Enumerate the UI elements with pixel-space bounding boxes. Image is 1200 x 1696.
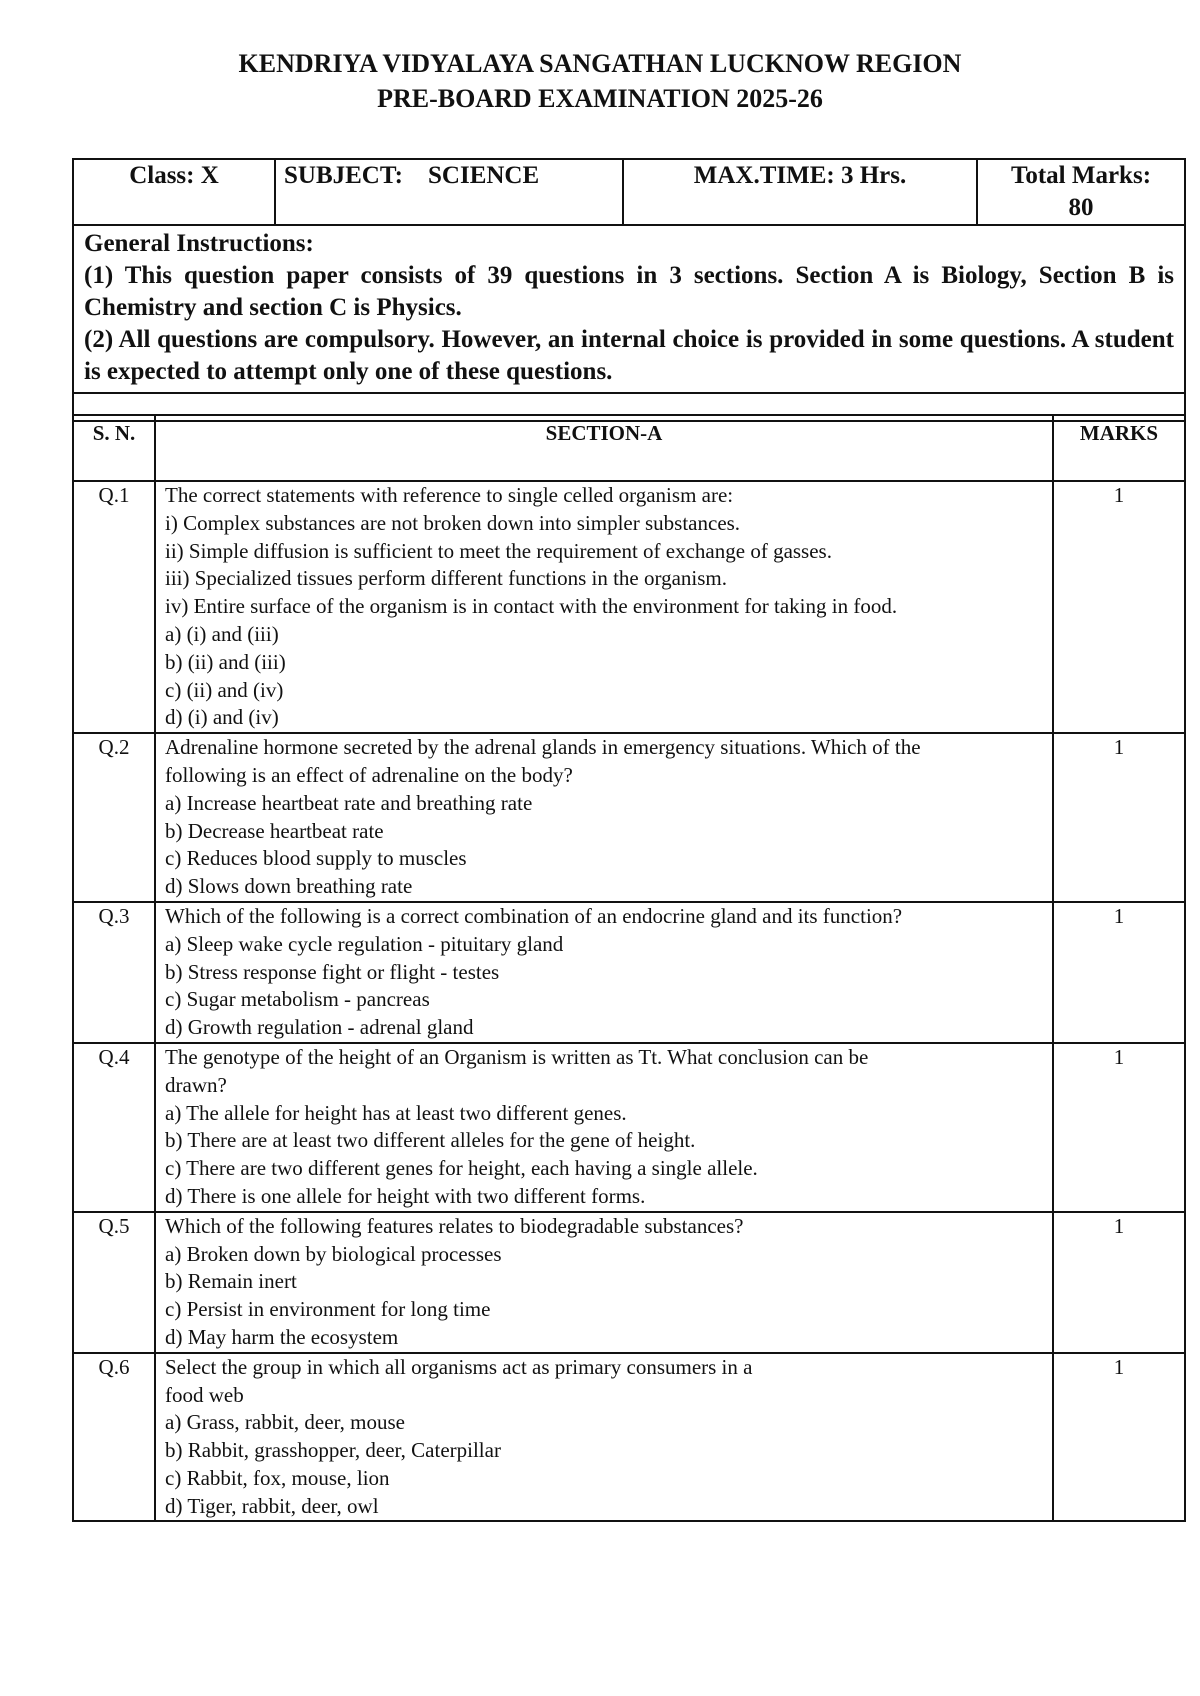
col-header-marks: MARKS — [1053, 415, 1185, 481]
question-line: ii) Simple diffusion is sufficient to meet the requirement of exchange of gasses. — [165, 538, 832, 563]
question-line: a) Increase heartbeat rate and breathing rate — [165, 790, 533, 815]
question-text — [155, 1353, 1053, 1522]
question-line: c) (ii) and (iv) — [165, 677, 284, 702]
col-header-sn: S. N. — [73, 415, 155, 481]
question-line: d) Slows down breathing rate — [165, 874, 413, 899]
question-line: d) Tiger, rabbit, deer, owl — [165, 1493, 379, 1518]
question-stem: Select the group in which all organisms act as primary consumers in a — [165, 1354, 753, 1379]
question-line: c) Persist in environment for long time — [165, 1297, 491, 1322]
max-time-cell: MAX.TIME: 3 Hrs. — [623, 159, 977, 225]
question-line: d) Growth regulation - adrenal gland — [165, 1015, 474, 1040]
subject-cell: SUBJECT: SCIENCE — [275, 159, 623, 225]
question-line: b) Decrease heartbeat rate — [165, 818, 384, 843]
question-text — [155, 481, 1053, 733]
question-stem: The correct statements with reference to single celled organism are: — [165, 483, 734, 507]
question-number: Q.6 — [73, 1353, 155, 1522]
question-line: c) Sugar metabolism - pancreas — [165, 987, 430, 1012]
question-number: Q.1 — [73, 481, 155, 733]
question-line: a) Broken down by biological processes — [165, 1241, 502, 1266]
question-line: b) Stress response fight or flight - testes — [165, 959, 500, 984]
question-marks: 1 — [1053, 1043, 1185, 1212]
question-line: drawn? — [165, 1072, 227, 1097]
question-line: b) Remain inert — [165, 1269, 297, 1294]
instruction-item: (1) This question paper consists of 39 questions in 3 sections. Section A is Biology, Section B is Chemistry and section C is Physics. — [84, 262, 1174, 321]
question-line: iv) Entire surface of the organism is in contact with the environment for taking in food. — [165, 594, 898, 619]
question-stem: Which of the following is a correct combination of an endocrine gland and its function? — [165, 903, 903, 928]
question-row — [73, 1353, 1185, 1522]
question-line: a) (i) and (iii) — [165, 621, 279, 646]
question-row — [73, 902, 1185, 1043]
question-line: a) Grass, rabbit, deer, mouse — [165, 1410, 405, 1435]
question-line: d) There is one allele for height with two different forms. — [165, 1183, 646, 1208]
question-marks: 1 — [1053, 733, 1185, 902]
question-line: b) Rabbit, grasshopper, deer, Caterpillar — [165, 1438, 501, 1463]
question-number: Q.4 — [73, 1043, 155, 1212]
question-line: i) Complex substances are not broken down into simpler substances. — [165, 510, 741, 535]
question-line: iii) Specialized tissues perform different functions in the organism. — [165, 566, 728, 591]
question-line: c) There are two different genes for height, each having a single allele. — [165, 1156, 758, 1181]
total-marks-cell — [977, 159, 1185, 225]
question-number: Q.3 — [73, 902, 155, 1043]
question-line: food web — [165, 1382, 244, 1407]
header-exam-title: PRE-BOARD EXAMINATION 2025-26 — [377, 84, 823, 113]
question-number: Q.5 — [73, 1212, 155, 1353]
question-row — [73, 1212, 1185, 1353]
question-line: a) Sleep wake cycle regulation - pituitary gland — [165, 931, 564, 956]
question-line: c) Rabbit, fox, mouse, lion — [165, 1465, 390, 1490]
general-instructions — [73, 225, 1185, 393]
question-text — [155, 1043, 1053, 1212]
total-marks-value: 80 — [1068, 194, 1094, 221]
question-line: b) (ii) and (iii) — [165, 649, 286, 674]
question-stem: The genotype of the height of an Organism is written as Tt. What conclusion can be — [165, 1044, 869, 1069]
question-marks: 1 — [1053, 1212, 1185, 1353]
question-stem: Which of the following features relates to biodegradable substances? — [165, 1213, 744, 1238]
question-line: d) May harm the ecosystem — [165, 1324, 399, 1349]
total-marks-label: Total Marks: — [1010, 162, 1152, 189]
instructions-heading: General Instructions: — [84, 230, 314, 257]
col-header-section: SECTION-A — [155, 415, 1053, 481]
question-text — [155, 902, 1053, 1043]
question-line: d) (i) and (iv) — [165, 705, 279, 730]
exam-info-table — [72, 158, 1186, 422]
question-row — [73, 481, 1185, 733]
class-cell: Class: X — [73, 159, 275, 225]
question-text — [155, 1212, 1053, 1353]
question-line: a) The allele for height has at least two different genes. — [165, 1100, 627, 1125]
question-marks: 1 — [1053, 902, 1185, 1043]
question-line: b) There are at least two different alleles for the gene of height. — [165, 1128, 696, 1153]
question-text — [155, 733, 1053, 902]
question-row — [73, 733, 1185, 902]
instruction-item: (2) All questions are compulsory. However, an internal choice is provided in some questions. A student is expected to attempt only one of these questions. — [84, 326, 1174, 385]
question-number: Q.2 — [73, 733, 155, 902]
question-stem: Adrenaline hormone secreted by the adrenal glands in emergency situations. Which of the — [165, 735, 921, 760]
question-marks: 1 — [1053, 1353, 1185, 1522]
question-line: following is an effect of adrenaline on the body? — [165, 762, 573, 787]
question-line: c) Reduces blood supply to muscles — [165, 846, 467, 871]
question-row — [73, 1043, 1185, 1212]
header-organization: KENDRIYA VIDYALAYA SANGATHAN LUCKNOW REGION — [238, 49, 962, 78]
table-header-row — [73, 415, 1185, 481]
question-marks: 1 — [1053, 481, 1185, 733]
questions-table — [72, 414, 1186, 1522]
